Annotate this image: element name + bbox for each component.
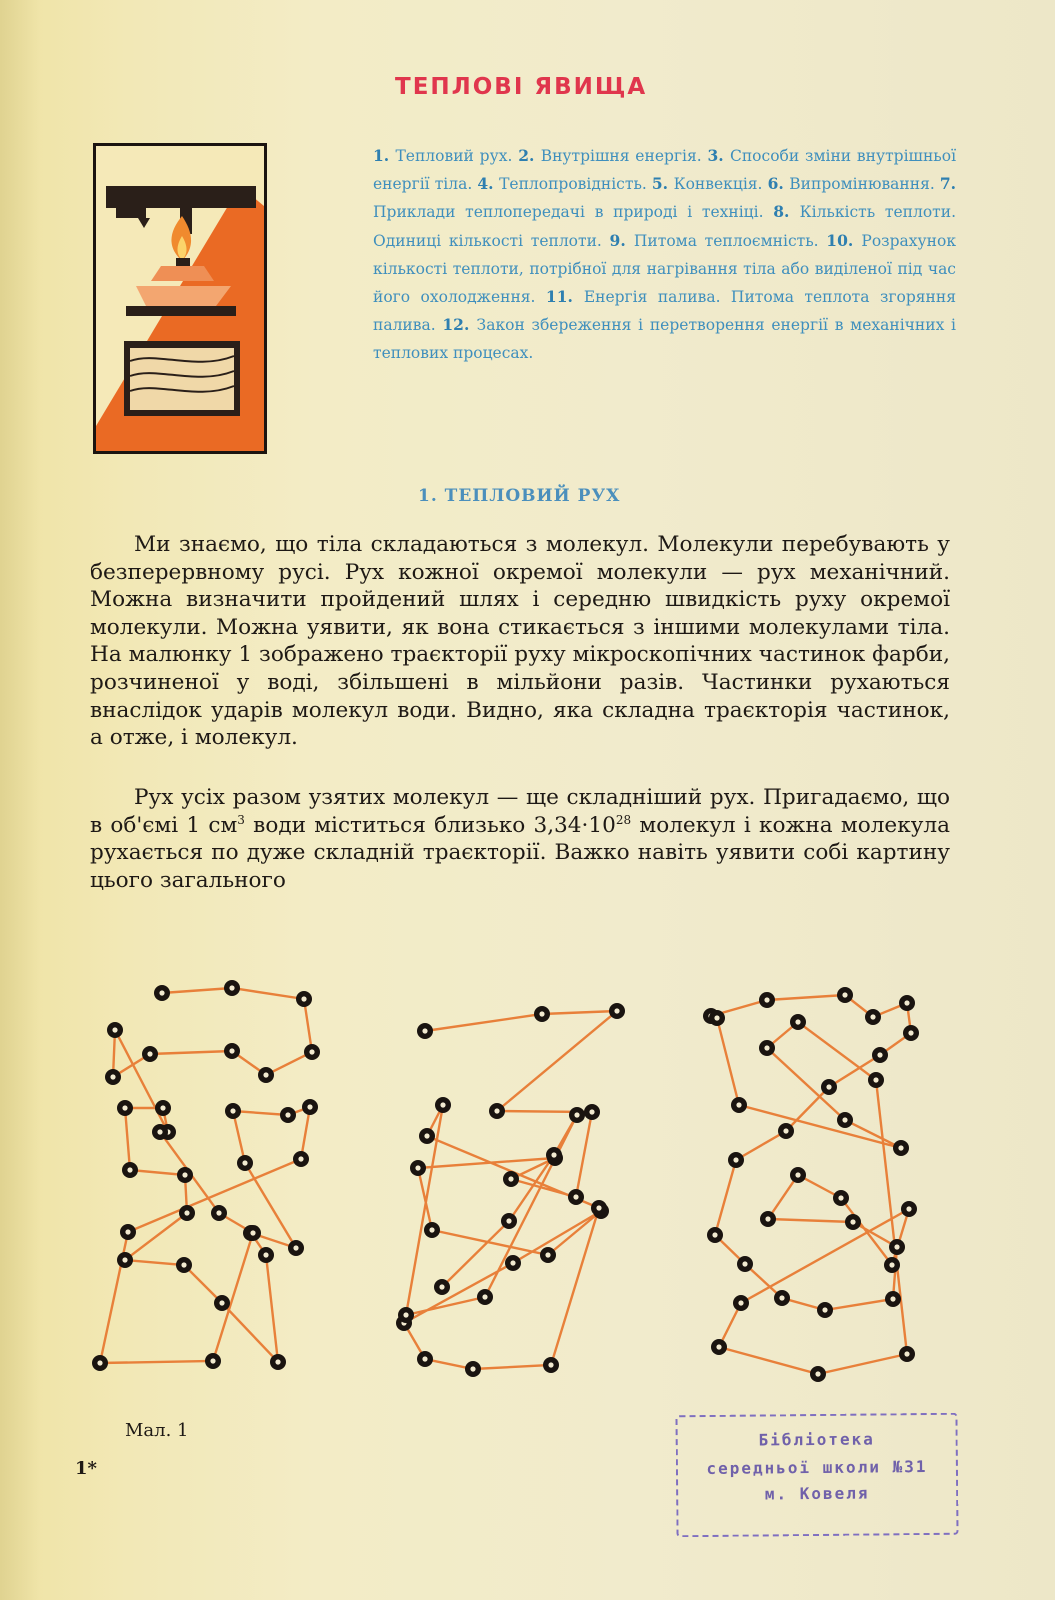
particle-dot-center <box>765 1216 770 1221</box>
power-exponent: 28 <box>615 812 632 827</box>
particle-dot-center <box>160 1105 165 1110</box>
contents-item-text: Тепловий рух. <box>395 147 519 165</box>
contents-item-text: Теплопровідність. <box>499 175 652 194</box>
particle-dot-center <box>712 1232 717 1237</box>
particle-dot-center <box>229 1048 234 1053</box>
particle-dot-center <box>263 1072 268 1077</box>
particle-dot-center <box>873 1077 878 1082</box>
paragraph-2-part-b: води міститься близько 3,34·10 <box>244 812 616 838</box>
stamp-line-2: середньої школи №31 <box>706 1457 928 1478</box>
stamp-line-1: Бібліотека <box>758 1429 875 1450</box>
chapter-title: ТЕПЛОВІ ЯВИЩА <box>395 74 648 100</box>
particle-dot-center <box>764 997 769 1002</box>
particle-dot-center <box>301 996 306 1001</box>
particle-dot-center <box>795 1019 800 1024</box>
particle-dot-center <box>551 1152 556 1157</box>
particle-dot-center <box>470 1366 475 1371</box>
particle-dot-center <box>508 1176 513 1181</box>
particle-dot-center <box>842 992 847 997</box>
particle-dot-center <box>229 985 234 990</box>
particle-dot-center <box>439 1284 444 1289</box>
particle-dot-center <box>779 1295 784 1300</box>
particle-dot-center <box>870 1014 875 1019</box>
particle-dot-center <box>110 1074 115 1079</box>
particle-dot-center <box>424 1133 429 1138</box>
particle-dot-center <box>125 1229 130 1234</box>
particle-dot-center <box>97 1360 102 1365</box>
particle-dot-center <box>714 1015 719 1020</box>
particle-dot-center <box>159 990 164 995</box>
particle-dot-center <box>545 1252 550 1257</box>
contents-item-number: 1. <box>373 146 396 165</box>
contents-item-text: Закон збереження і перетворення енергії в механічних і теплових процесах. <box>373 316 956 363</box>
trajectory-panel-2 <box>396 1003 625 1377</box>
particle-dot-center <box>506 1218 511 1223</box>
particle-dot-center <box>216 1210 221 1215</box>
contents-item-text: Приклади теплопередачі в природі і техніці. <box>373 203 774 222</box>
particle-dot-center <box>263 1252 268 1257</box>
trajectories-figure <box>85 975 935 1395</box>
particle-dot-center <box>738 1300 743 1305</box>
particle-dot-center <box>815 1371 820 1376</box>
particle-dot-center <box>589 1109 594 1114</box>
particle-dot-center <box>230 1108 235 1113</box>
particle-dot-center <box>539 1011 544 1016</box>
particle-dot-center <box>181 1262 186 1267</box>
particle-dot-center <box>795 1172 800 1177</box>
contents-item-number: 4. <box>477 174 500 194</box>
particle-dot-center <box>822 1307 827 1312</box>
contents-item-number: 12. <box>442 315 477 335</box>
particle-dot-center <box>298 1156 303 1161</box>
particle-dot-center <box>147 1051 152 1056</box>
section-title: 1. ТЕПЛОВИЙ РУХ <box>418 486 621 506</box>
contents-item-text: Внутрішня енергія. <box>540 147 708 165</box>
particle-dot-center <box>422 1028 427 1033</box>
particle-dot-center <box>826 1084 831 1089</box>
particle-dot-center <box>429 1227 434 1232</box>
particle-dot-center <box>415 1165 420 1170</box>
particle-dot-center <box>783 1128 788 1133</box>
particle-dot-center <box>764 1045 769 1050</box>
contents-item-number: 7. <box>939 174 957 194</box>
contents-item-number: 6. <box>767 174 790 194</box>
particle-dot-center <box>716 1344 721 1349</box>
particle-dot-center <box>285 1112 290 1117</box>
particle-dot-center <box>573 1194 578 1199</box>
contents-item-text: Питома теплоємність. <box>633 231 827 250</box>
particle-dot-center <box>890 1296 895 1301</box>
contents-item-text: Випромінювання. <box>789 175 940 194</box>
particle-dot-center <box>293 1245 298 1250</box>
particle-dot-center <box>908 1030 913 1035</box>
particle-dot-center <box>494 1108 499 1113</box>
particle-dot-center <box>898 1145 903 1150</box>
paragraph-2 <box>90 784 950 894</box>
particle-dot-center <box>122 1257 127 1262</box>
contents-item-number: 9. <box>609 230 634 250</box>
particle-dot-center <box>850 1219 855 1224</box>
particle-dot-center <box>275 1359 280 1364</box>
contents-item-number: 3. <box>707 146 730 165</box>
particle-dot-center <box>877 1052 882 1057</box>
particle-dot-center <box>894 1244 899 1249</box>
page-signature-mark: 1* <box>75 1458 97 1479</box>
particle-dot-center <box>482 1294 487 1299</box>
contents-item-text: Конвекція. <box>673 175 768 194</box>
stamp-line-3: м. Ковеля <box>764 1483 870 1504</box>
particle-dot-center <box>904 1000 909 1005</box>
particle-dot-center <box>307 1104 312 1109</box>
cubic-exponent: 3 <box>237 812 245 827</box>
particle-dot-center <box>842 1117 847 1122</box>
particle-dot-center <box>422 1356 427 1361</box>
particle-dot-center <box>210 1358 215 1363</box>
particle-dot-center <box>614 1008 619 1013</box>
contents-item-text: Розрахунок кількості теплоти, потрібної для нагрівання тіла або виділеної під час його охолодження. <box>373 231 957 307</box>
particle-dot-center <box>596 1205 601 1210</box>
particle-dot-center <box>242 1160 247 1165</box>
particle-dot-center <box>219 1300 224 1305</box>
particle-dot-center <box>510 1260 515 1265</box>
contents-item-text: Кількість теплоти. Одиниці кількості теплоти. <box>373 203 956 250</box>
paragraph-1 <box>90 531 950 752</box>
particle-dot-center <box>122 1105 127 1110</box>
contents-item-number: 5. <box>651 174 674 194</box>
particle-dot-center <box>403 1312 408 1317</box>
paragraph-2-part-c: молекул і кожна молекула рухається по дуже складній траєкторії. Важко навіть уявити собі картину цього загального <box>90 812 951 893</box>
particle-dot-center <box>309 1049 314 1054</box>
trajectory-panel-1 <box>92 980 320 1371</box>
particle-dot-center <box>904 1351 909 1356</box>
page-edge-shading <box>0 0 40 1600</box>
particle-dot-center <box>889 1262 894 1267</box>
trajectory-path <box>404 1011 617 1369</box>
particle-dot-center <box>742 1261 747 1266</box>
particle-dot-center <box>184 1210 189 1215</box>
chapter-emblem-illustration <box>93 143 267 454</box>
trajectory-panel-3 <box>703 987 919 1382</box>
particle-dot-center <box>440 1102 445 1107</box>
particle-dot-center <box>548 1362 553 1367</box>
contents-item-number: 2. <box>518 146 541 165</box>
contents-item-number: 8. <box>773 202 800 222</box>
particle-dot-center <box>127 1167 132 1172</box>
particle-dot-center <box>906 1206 911 1211</box>
particle-dot-center <box>112 1027 117 1032</box>
contents-item-number: 10. <box>826 230 862 250</box>
paragraph-1-text: Ми знаємо, що тіла складаються з молекул. Молекули перебувають у безперервному русі. Рух кожної окремої молекули — рух механічний. Можна визначити пройдений шлях і середню швидкість руху окремої молекули. Можна уявити, як вона стикається з іншими молекулами тіла. На малюнку 1 зображено траєкторії руху мікроскопічних частинок фарби, розчиненої у воді, збільшені в мільйони разів. Частинки рухаються внаслідок ударів молекул води. Видно, яка складна траєкторія частинок, а отже, і молекул. <box>90 532 950 751</box>
chapter-contents <box>373 142 956 368</box>
particle-dot-center <box>838 1195 843 1200</box>
particle-dot-center <box>736 1102 741 1107</box>
figure-caption: Мал. 1 <box>125 1420 189 1441</box>
contents-item-text: Способи зміни внутрішньої енергії тіла. <box>373 147 957 194</box>
particle-dot-center <box>574 1112 579 1117</box>
particle-dot-center <box>250 1230 255 1235</box>
contents-item-text: Енергія палива. Питома теплота згоряння палива. <box>373 288 956 335</box>
library-stamp <box>675 1413 958 1537</box>
particle-dot-center <box>182 1172 187 1177</box>
particle-dot-center <box>157 1129 162 1134</box>
paragraph-2-text <box>90 784 950 894</box>
particle-dot-center <box>733 1157 738 1162</box>
contents-item-number: 11. <box>545 287 584 307</box>
paragraph-2-part-a: Рух усіх разом узятих молекул — ще складніший рух. Пригадаємо, що в об'ємі 1 см <box>90 785 950 838</box>
